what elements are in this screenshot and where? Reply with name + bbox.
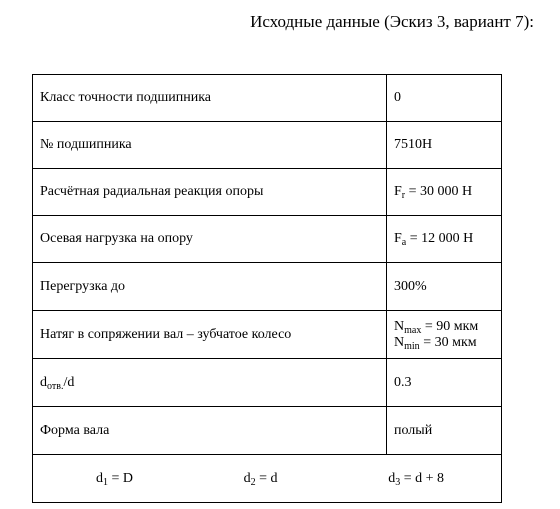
value-line-max xyxy=(394,319,494,335)
value-text: = 90 мкм xyxy=(421,318,479,334)
table-row xyxy=(33,216,502,263)
param-label: Форма вала xyxy=(33,407,387,455)
document-title: Исходные данные (Эскиз 3, вариант 7): xyxy=(250,12,534,31)
table-row-formulas xyxy=(33,455,502,503)
parameters-table xyxy=(32,74,502,503)
table-row xyxy=(33,263,502,311)
symbol: N xyxy=(394,318,405,334)
param-label: Натяг в сопряжении вал – зубчатое колесо xyxy=(33,311,387,359)
value-line-min xyxy=(394,335,494,351)
subscript: отв. xyxy=(47,380,64,392)
table-row xyxy=(33,169,502,216)
param-value: 0 xyxy=(387,75,502,122)
formula-list xyxy=(40,471,494,487)
symbol: d xyxy=(40,374,47,390)
formula-d2 xyxy=(244,471,278,487)
formula-text: = d + 8 xyxy=(400,470,444,486)
symbol: F xyxy=(394,184,402,199)
subscript: max xyxy=(404,324,422,336)
symbol: d xyxy=(243,470,251,486)
table-row xyxy=(33,359,502,407)
value-text: = 30 000 Н xyxy=(405,184,473,199)
subscript: min xyxy=(404,340,420,352)
formula-d3 xyxy=(388,471,444,487)
param-value: полый xyxy=(387,407,502,455)
param-value: 300% xyxy=(387,263,502,311)
formula-text: = d xyxy=(255,470,278,486)
table-row xyxy=(33,75,502,122)
symbol: F xyxy=(394,231,402,246)
formula-text: = D xyxy=(108,470,134,486)
table-row xyxy=(33,122,502,169)
param-label: № подшипника xyxy=(33,122,387,169)
formula-d1 xyxy=(96,471,133,487)
subscript: 3 xyxy=(395,476,401,488)
label-text: /d xyxy=(63,374,75,390)
formula-cell xyxy=(33,455,502,503)
param-value xyxy=(387,311,502,359)
subscript: 1 xyxy=(103,476,108,488)
subscript: a xyxy=(401,237,407,248)
param-value: 7510Н xyxy=(387,122,502,169)
symbol: d xyxy=(96,470,103,486)
param-value: 0.3 xyxy=(387,359,502,407)
param-label: Осевая нагрузка на опору xyxy=(33,216,387,263)
param-label: Класс точности подшипника xyxy=(33,75,387,122)
symbol: d xyxy=(388,470,396,486)
subscript: r xyxy=(401,190,406,201)
table-row xyxy=(33,407,502,455)
param-label: Перегрузка до xyxy=(33,263,387,311)
table-row xyxy=(33,311,502,359)
param-label xyxy=(33,359,387,407)
subscript: 2 xyxy=(250,476,256,488)
value-text: = 30 мкм xyxy=(419,334,477,350)
param-label: Расчётная радиальная реакция опоры xyxy=(33,169,387,216)
param-value xyxy=(387,216,502,263)
symbol: N xyxy=(394,334,405,350)
value-text: = 12 000 Н xyxy=(406,231,474,246)
param-value xyxy=(387,169,502,216)
